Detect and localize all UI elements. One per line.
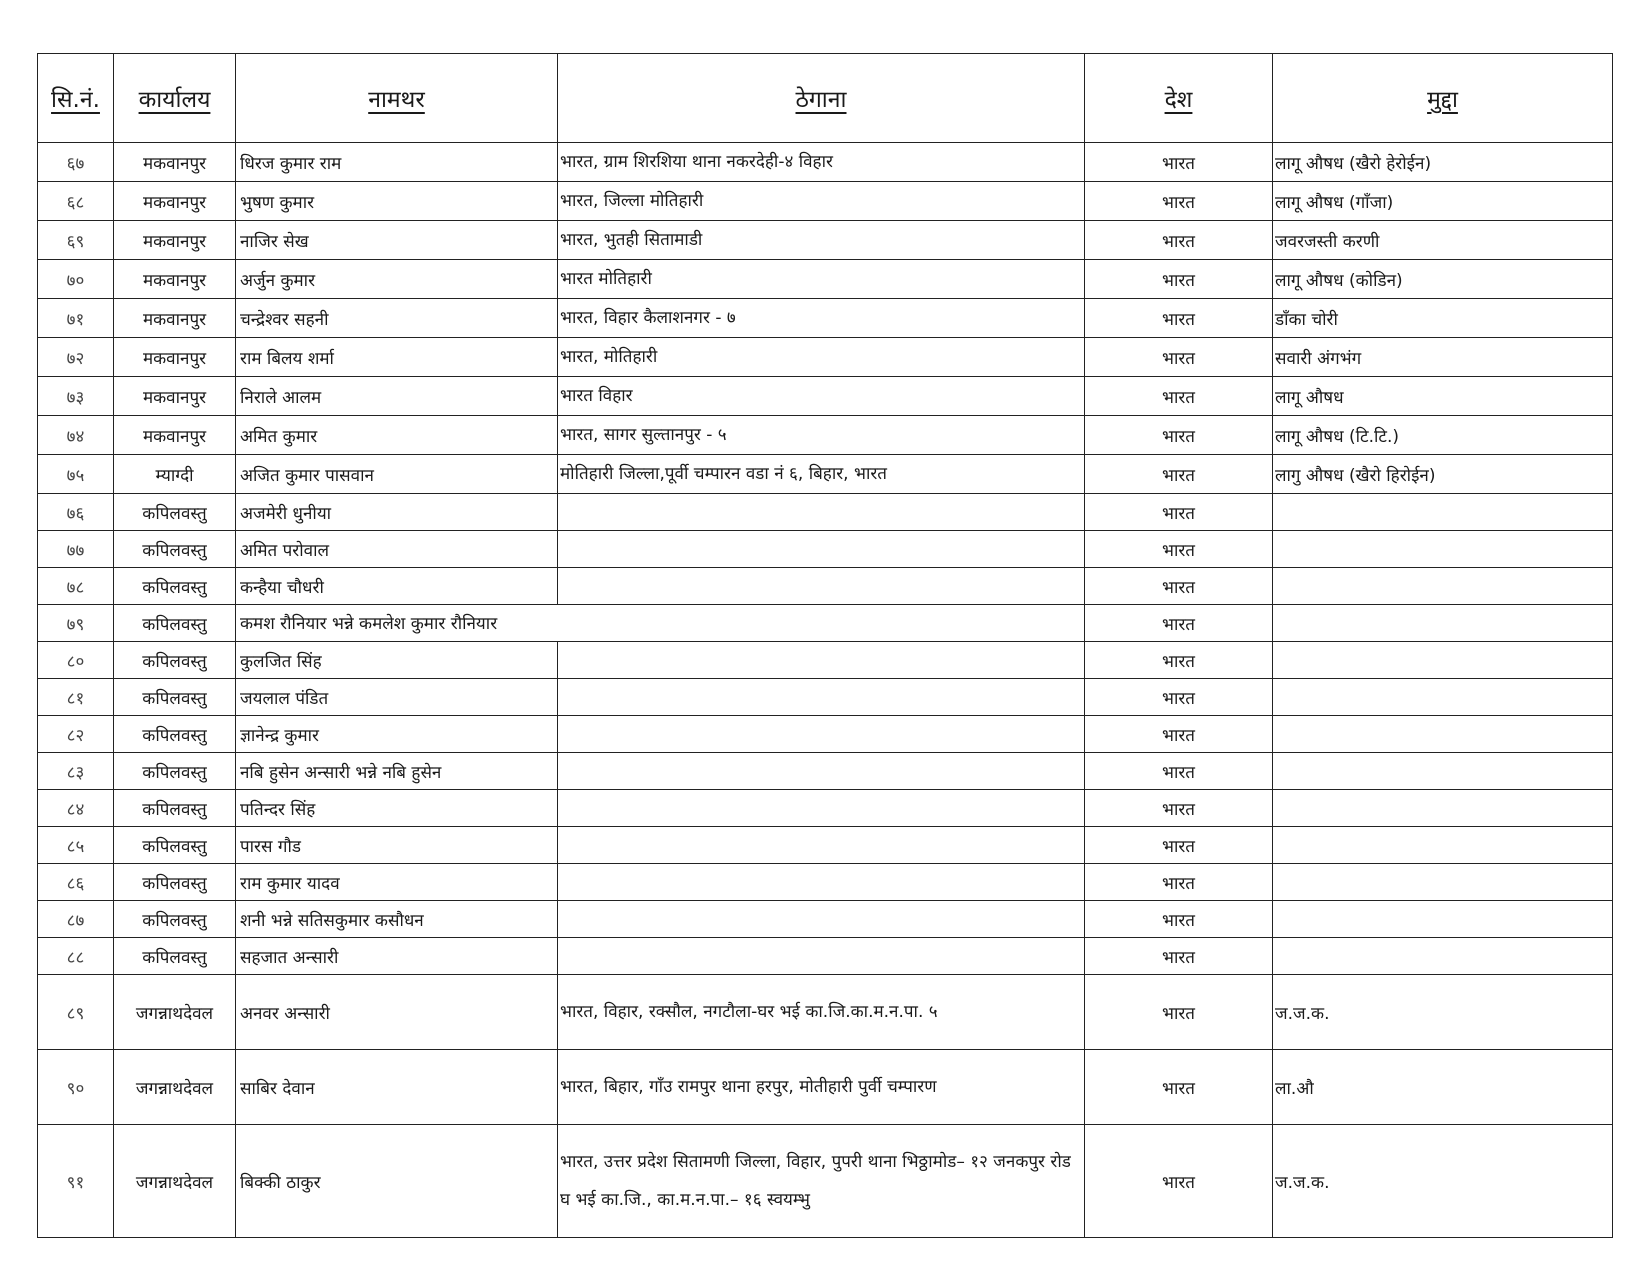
cell-sn: ७२ bbox=[38, 338, 114, 377]
header-country: देश bbox=[1085, 54, 1273, 143]
cell-name: पतिन्दर सिंह bbox=[236, 790, 558, 827]
cell-address bbox=[558, 901, 1085, 938]
cell-name: धिरज कुमार राम bbox=[236, 143, 558, 182]
cell-address bbox=[558, 716, 1085, 753]
cell-office: कपिलवस्तु bbox=[114, 642, 236, 679]
cell-address bbox=[558, 753, 1085, 790]
cell-address bbox=[558, 864, 1085, 901]
cell-sn: ८९ bbox=[38, 975, 114, 1050]
cell-sn: ९० bbox=[38, 1050, 114, 1125]
cell-sn: ८८ bbox=[38, 938, 114, 975]
table-row bbox=[38, 827, 1613, 864]
table-row bbox=[38, 716, 1613, 753]
header-sn: सि.नं. bbox=[38, 54, 114, 143]
cell-country: भारत bbox=[1085, 679, 1273, 716]
cell-country: भारत bbox=[1085, 338, 1273, 377]
table-row bbox=[38, 1050, 1613, 1125]
cell-country: भारत bbox=[1085, 864, 1273, 901]
table-row bbox=[38, 377, 1613, 416]
cell-address bbox=[558, 938, 1085, 975]
cell-name: अनवर अन्सारी bbox=[236, 975, 558, 1050]
table-row bbox=[38, 568, 1613, 605]
cell-sn: ७६ bbox=[38, 494, 114, 531]
cell-issue bbox=[1273, 753, 1613, 790]
cell-issue bbox=[1273, 864, 1613, 901]
cell-country: भारत bbox=[1085, 182, 1273, 221]
table-row bbox=[38, 642, 1613, 679]
cell-sn: ८४ bbox=[38, 790, 114, 827]
cell-country: भारत bbox=[1085, 827, 1273, 864]
cell-name: ज्ञानेन्द्र कुमार bbox=[236, 716, 558, 753]
cell-issue: ला.औ bbox=[1273, 1050, 1613, 1125]
cell-office: कपिलवस्तु bbox=[114, 716, 236, 753]
cell-address: भारत विहार bbox=[558, 377, 1085, 416]
cell-sn: ९१ bbox=[38, 1125, 114, 1238]
table-row bbox=[38, 605, 1613, 642]
header-row bbox=[38, 54, 1613, 143]
table-row bbox=[38, 753, 1613, 790]
cell-sn: ७५ bbox=[38, 455, 114, 494]
header-address: ठेगाना bbox=[558, 54, 1085, 143]
cell-office: मकवानपुर bbox=[114, 416, 236, 455]
cell-address: भारत, मोतिहारी bbox=[558, 338, 1085, 377]
cell-name-text: कमश रौनियार भन्ने कमलेश कुमार रौनियार bbox=[240, 614, 498, 634]
cell-address: भारत, भुतही सितामाडी bbox=[558, 221, 1085, 260]
cell-country: भारत bbox=[1085, 377, 1273, 416]
cell-issue bbox=[1273, 790, 1613, 827]
cell-country: भारत bbox=[1085, 494, 1273, 531]
cell-country: भारत bbox=[1085, 455, 1273, 494]
cell-name: राम बिलय शर्मा bbox=[236, 338, 558, 377]
cell-issue: लागू औषध (गाँजा) bbox=[1273, 182, 1613, 221]
cell-sn: ७४ bbox=[38, 416, 114, 455]
table-row bbox=[38, 221, 1613, 260]
table-row bbox=[38, 1125, 1613, 1238]
cell-office: जगन्नाथदेवल bbox=[114, 1125, 236, 1238]
cell-office: कपिलवस्तु bbox=[114, 679, 236, 716]
cell-sn: ७७ bbox=[38, 531, 114, 568]
cell-address: भारत, विहार, रक्सौल, नगटौला-घर भई का.जि.का.म.न.पा. ५ bbox=[558, 975, 1085, 1050]
table-row bbox=[38, 260, 1613, 299]
cell-office: मकवानपुर bbox=[114, 260, 236, 299]
cell-office: कपिलवस्तु bbox=[114, 753, 236, 790]
cell-sn: ८६ bbox=[38, 864, 114, 901]
cell-country: भारत bbox=[1085, 299, 1273, 338]
table-row bbox=[38, 790, 1613, 827]
cell-office: मकवानपुर bbox=[114, 377, 236, 416]
cell-issue bbox=[1273, 938, 1613, 975]
cell-country: भारत bbox=[1085, 1125, 1273, 1238]
cell-name: चन्द्रेश्वर सहनी bbox=[236, 299, 558, 338]
cell-issue bbox=[1273, 642, 1613, 679]
cell-name: राम कुमार यादव bbox=[236, 864, 558, 901]
cell-sn: ६९ bbox=[38, 221, 114, 260]
cell-office: जगन्नाथदेवल bbox=[114, 1050, 236, 1125]
cell-country: भारत bbox=[1085, 416, 1273, 455]
cell-address bbox=[558, 827, 1085, 864]
cell-office: कपिलवस्तु bbox=[114, 901, 236, 938]
cell-sn: ६८ bbox=[38, 182, 114, 221]
cell-issue bbox=[1273, 494, 1613, 531]
table-row bbox=[38, 338, 1613, 377]
cell-country: भारत bbox=[1085, 221, 1273, 260]
table-row bbox=[38, 901, 1613, 938]
cell-office: कपिलवस्तु bbox=[114, 938, 236, 975]
cell-country: भारत bbox=[1085, 901, 1273, 938]
cell-name: अर्जुन कुमार bbox=[236, 260, 558, 299]
records-table bbox=[37, 53, 1613, 1238]
cell-country: भारत bbox=[1085, 605, 1273, 642]
cell-name: सहजात अन्सारी bbox=[236, 938, 558, 975]
cell-issue: ज.ज.क. bbox=[1273, 975, 1613, 1050]
table-row bbox=[38, 938, 1613, 975]
cell-office: मकवानपुर bbox=[114, 182, 236, 221]
cell-office: मकवानपुर bbox=[114, 338, 236, 377]
cell-name: जयलाल पंडित bbox=[236, 679, 558, 716]
cell-office: कपिलवस्तु bbox=[114, 790, 236, 827]
table-row bbox=[38, 531, 1613, 568]
cell-office: मकवानपुर bbox=[114, 221, 236, 260]
cell-issue: सवारी अंगभंग bbox=[1273, 338, 1613, 377]
cell-office: मकवानपुर bbox=[114, 143, 236, 182]
cell-country: भारत bbox=[1085, 531, 1273, 568]
cell-name: निराले आलम bbox=[236, 377, 558, 416]
cell-issue: ज.ज.क. bbox=[1273, 1125, 1613, 1238]
cell-issue bbox=[1273, 901, 1613, 938]
cell-issue bbox=[1273, 605, 1613, 642]
cell-name: अजित कुमार पासवान bbox=[236, 455, 558, 494]
cell-office: कपिलवस्तु bbox=[114, 864, 236, 901]
cell-address: भारत, विहार कैलाशनगर - ७ bbox=[558, 299, 1085, 338]
cell-name: कन्हैया चौधरी bbox=[236, 568, 558, 605]
table-row bbox=[38, 679, 1613, 716]
cell-issue bbox=[1273, 679, 1613, 716]
header-name: नामथर bbox=[236, 54, 558, 143]
cell-address: भारत मोतिहारी bbox=[558, 260, 1085, 299]
cell-address bbox=[558, 568, 1085, 605]
document-sheet bbox=[37, 53, 1612, 1238]
cell-office: म्याग्दी bbox=[114, 455, 236, 494]
cell-name: नाजिर सेख bbox=[236, 221, 558, 260]
table-row bbox=[38, 975, 1613, 1050]
cell-name: बिक्की ठाकुर bbox=[236, 1125, 558, 1238]
cell-sn: ७८ bbox=[38, 568, 114, 605]
cell-office: कपिलवस्तु bbox=[114, 827, 236, 864]
cell-country: भारत bbox=[1085, 716, 1273, 753]
cell-issue bbox=[1273, 716, 1613, 753]
table-row bbox=[38, 494, 1613, 531]
table-row bbox=[38, 299, 1613, 338]
cell-address bbox=[558, 642, 1085, 679]
cell-name: पारस गौड bbox=[236, 827, 558, 864]
table-row bbox=[38, 455, 1613, 494]
cell-address: भारत, जिल्ला मोतिहारी bbox=[558, 182, 1085, 221]
cell-address bbox=[558, 790, 1085, 827]
cell-name: कुलजित सिंह bbox=[236, 642, 558, 679]
cell-issue: जवरजस्ती करणी bbox=[1273, 221, 1613, 260]
cell-name: साबिर देवान bbox=[236, 1050, 558, 1125]
cell-issue bbox=[1273, 827, 1613, 864]
cell-name bbox=[236, 605, 1085, 642]
cell-issue: लागू औषध (कोडिन) bbox=[1273, 260, 1613, 299]
cell-sn: ७९ bbox=[38, 605, 114, 642]
cell-sn: ८२ bbox=[38, 716, 114, 753]
cell-sn: ७१ bbox=[38, 299, 114, 338]
cell-sn: ८३ bbox=[38, 753, 114, 790]
cell-office: जगन्नाथदेवल bbox=[114, 975, 236, 1050]
table-row bbox=[38, 416, 1613, 455]
cell-country: भारत bbox=[1085, 642, 1273, 679]
cell-country: भारत bbox=[1085, 1050, 1273, 1125]
table-row bbox=[38, 143, 1613, 182]
cell-office: कपिलवस्तु bbox=[114, 605, 236, 642]
cell-sn: ८० bbox=[38, 642, 114, 679]
header-issue: मुद्दा bbox=[1273, 54, 1613, 143]
cell-address bbox=[558, 679, 1085, 716]
cell-name: अजमेरी धुनीया bbox=[236, 494, 558, 531]
cell-issue: लागू औषध (टि.टि.) bbox=[1273, 416, 1613, 455]
cell-country: भारत bbox=[1085, 753, 1273, 790]
cell-country: भारत bbox=[1085, 143, 1273, 182]
cell-country: भारत bbox=[1085, 938, 1273, 975]
cell-name: शनी भन्ने सतिसकुमार कसौधन bbox=[236, 901, 558, 938]
cell-sn: ७३ bbox=[38, 377, 114, 416]
cell-name: भुषण कुमार bbox=[236, 182, 558, 221]
cell-sn: ८७ bbox=[38, 901, 114, 938]
cell-office: कपिलवस्तु bbox=[114, 568, 236, 605]
cell-issue: लागु औषध (खैरो हिरोईन) bbox=[1273, 455, 1613, 494]
cell-issue bbox=[1273, 531, 1613, 568]
cell-address: भारत, उत्तर प्रदेश सितामणी जिल्ला, विहार, पुपरी थाना भिठ्ठामोड– १२ जनकपुर रोड घ भई का.जि., का.म.न.पा.– १६ स्वयम्भु bbox=[558, 1125, 1085, 1238]
header-office: कार्यालय bbox=[114, 54, 236, 143]
cell-country: भारत bbox=[1085, 260, 1273, 299]
cell-country: भारत bbox=[1085, 790, 1273, 827]
cell-address: भारत, बिहार, गाँउ रामपुर थाना हरपुर, मोतीहारी पुर्वी चम्पारण bbox=[558, 1050, 1085, 1125]
cell-office: मकवानपुर bbox=[114, 299, 236, 338]
cell-office: कपिलवस्तु bbox=[114, 494, 236, 531]
cell-sn: ८१ bbox=[38, 679, 114, 716]
cell-address bbox=[558, 494, 1085, 531]
cell-sn: ७० bbox=[38, 260, 114, 299]
cell-issue bbox=[1273, 568, 1613, 605]
cell-address bbox=[558, 531, 1085, 568]
cell-name: नबि हुसेन अन्सारी भन्ने नबि हुसेन bbox=[236, 753, 558, 790]
cell-sn: ६७ bbox=[38, 143, 114, 182]
table-row bbox=[38, 864, 1613, 901]
cell-name: अमित कुमार bbox=[236, 416, 558, 455]
cell-sn: ८५ bbox=[38, 827, 114, 864]
cell-issue: लागू औषध (खैरो हेरोईन) bbox=[1273, 143, 1613, 182]
cell-country: भारत bbox=[1085, 975, 1273, 1050]
cell-issue: डाँका चोरी bbox=[1273, 299, 1613, 338]
table-row bbox=[38, 182, 1613, 221]
cell-country: भारत bbox=[1085, 568, 1273, 605]
cell-address: भारत, ग्राम शिरशिया थाना नकरदेही-४ विहार bbox=[558, 143, 1085, 182]
cell-office: कपिलवस्तु bbox=[114, 531, 236, 568]
cell-issue: लागू औषध bbox=[1273, 377, 1613, 416]
cell-name: अमित परोवाल bbox=[236, 531, 558, 568]
cell-address: भारत, सागर सुल्तानपुर - ५ bbox=[558, 416, 1085, 455]
cell-address: मोतिहारी जिल्ला,पूर्वी चम्पारन वडा नं ६, बिहार, भारत bbox=[558, 455, 1085, 494]
